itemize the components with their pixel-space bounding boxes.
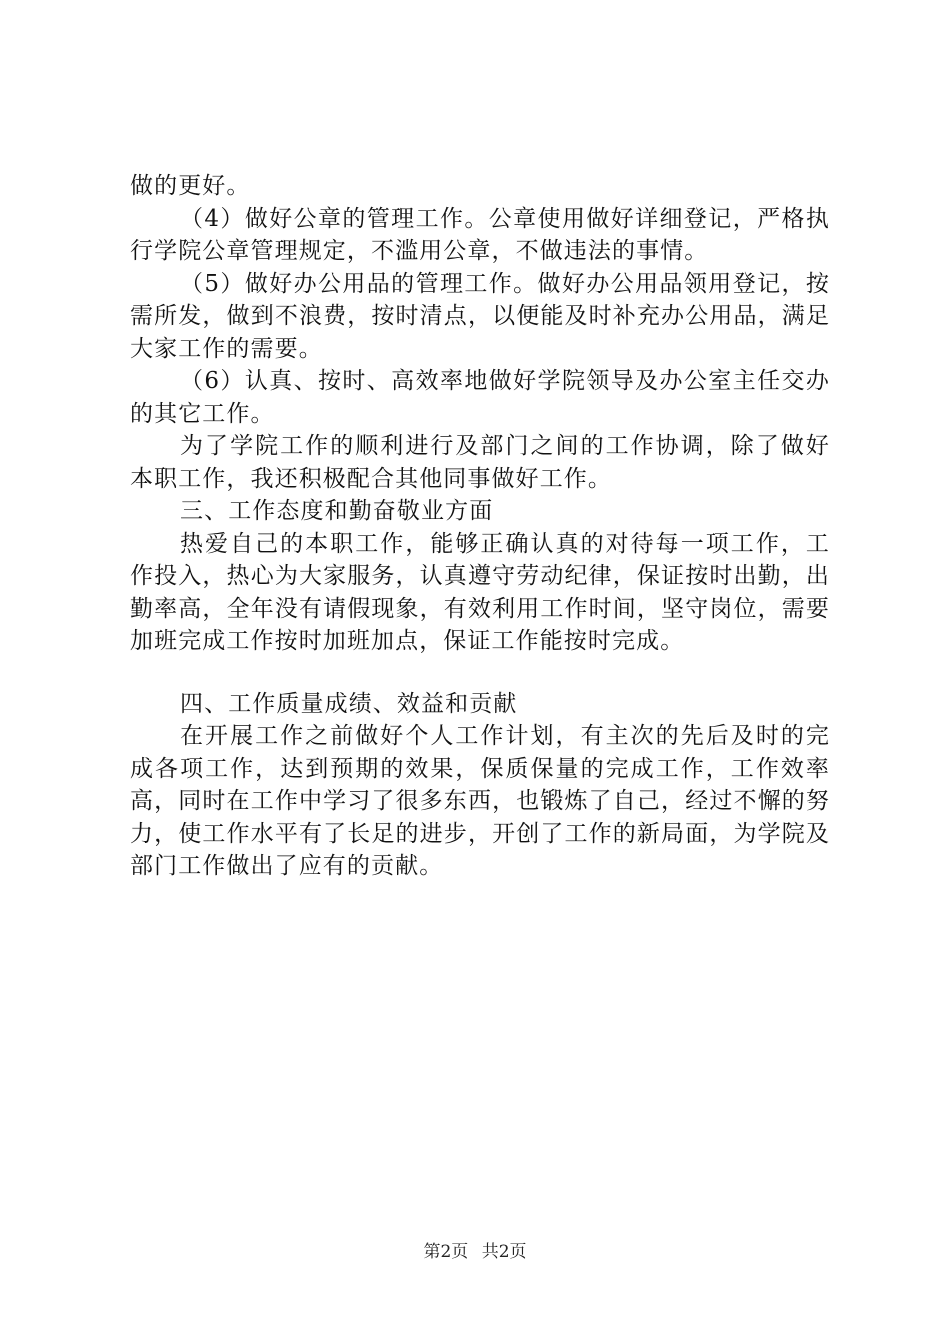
section-heading-4: 四、工作质量成绩、效益和贡献 xyxy=(180,690,518,717)
paragraph-continuation: 做的更好。 xyxy=(130,173,251,199)
page-footer xyxy=(0,1241,950,1263)
paragraph-attitude: 热爱自己的本职工作，能够正确认真的对待每一项工作，工作投入，热心为大家服务，认真遵守劳动纪律，保证按时出勤，出勤率高，全年没有请假现象，有效利用工作时间，坚守岗位，需要加班完成工作按时加班加点，保证工作能按时完成。 xyxy=(130,530,830,654)
page-number: 第2页 xyxy=(423,1242,469,1262)
document-body xyxy=(130,170,830,883)
paragraph-item-5: （5）做好办公用品的管理工作。做好办公用品领用登记，按需所发，做到不浪费，按时清点，以便能及时补充办公用品，满足大家工作的需要。 xyxy=(130,270,830,362)
section-heading-3: 三、工作态度和勤奋敬业方面 xyxy=(180,498,494,524)
paragraph-cooperation: 为了学院工作的顺利进行及部门之间的工作协调，除了做好本职工作，我还积极配合其他同事做好工作。 xyxy=(130,433,830,492)
paragraph-quality: 在开展工作之前做好个人工作计划，有主次的先后及时的完成各项工作，达到预期的效果，保质保量的完成工作，工作效率高，同时在工作中学习了很多东西，也锻炼了自己，经过不懈的努力，使工作水平有了长足的进步，开创了工作的新局面，为学院及部门工作做出了应有的贡献。 xyxy=(130,723,830,879)
page-total: 共2页 xyxy=(481,1242,527,1262)
paragraph-item-6: （6）认真、按时、高效率地做好学院领导及办公室主任交办的其它工作。 xyxy=(130,368,830,427)
paragraph-item-4: （4）做好公章的管理工作。公章使用做好详细登记，严格执行学院公章管理规定，不滥用公章，不做违法的事情。 xyxy=(130,205,830,264)
